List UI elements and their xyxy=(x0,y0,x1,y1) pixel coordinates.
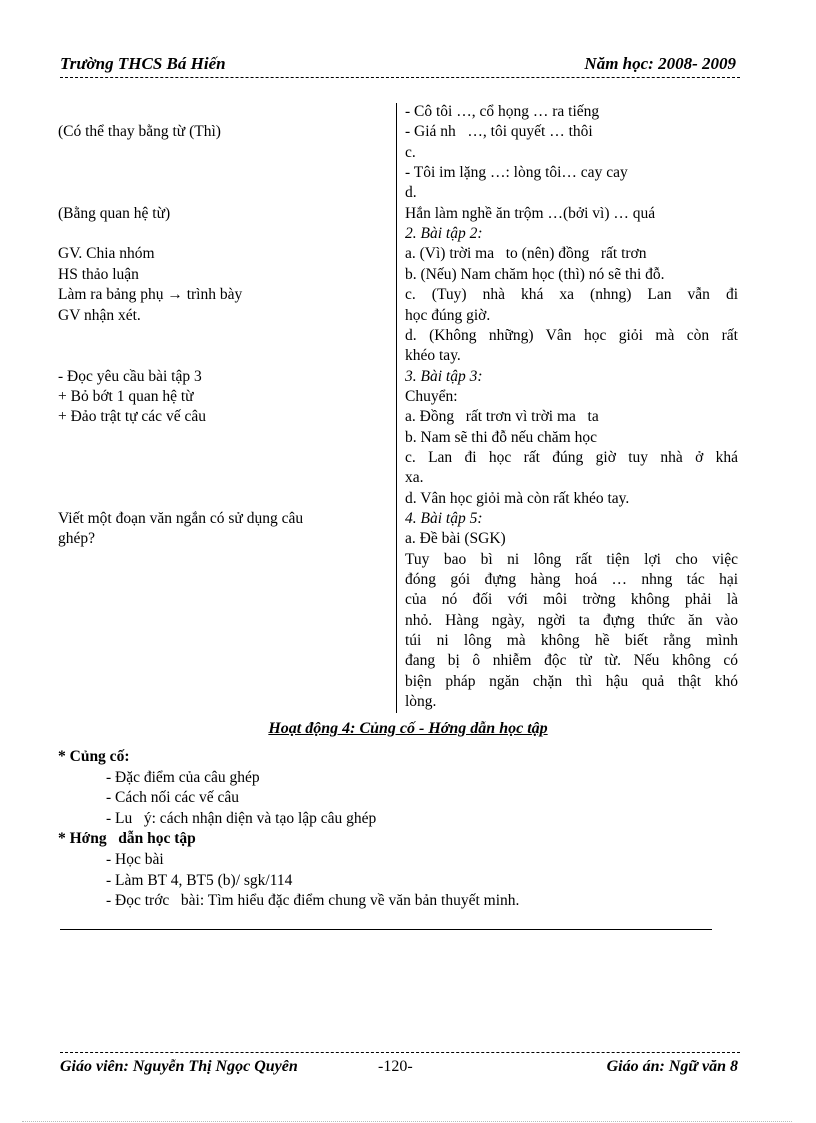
header-school-year: Năm học: 2008- 2009 xyxy=(584,54,736,73)
right-column-line: học đúng giờ. xyxy=(405,306,491,324)
left-column-line: HS thảo luận xyxy=(58,265,139,283)
right-column-line: a. Đồng rất trơn vì trời ma ta xyxy=(405,408,599,426)
section-list-item: - Đọc trớc bài: Tìm hiểu đặc điểm chung về văn bản thuyết minh. xyxy=(106,892,520,910)
right-column-line: 3. Bài tập 3: xyxy=(405,367,483,385)
right-column-line: 4. Bài tập 5: xyxy=(405,510,483,527)
right-column-line: Chuyển: xyxy=(405,387,458,405)
right-column-line: - Tôi im lặng …: lòng tôi… cay cay xyxy=(405,164,628,182)
left-column-line: (Bằng quan hệ từ) xyxy=(58,204,171,222)
page-bottom-edge xyxy=(22,1121,792,1122)
right-column-line: nhỏ. Hàng ngày, ngời ta đựng thức ăn vào xyxy=(405,611,738,629)
right-column-line: khéo tay. xyxy=(405,347,461,365)
footer-subject: Giáo án: Ngữ văn 8 xyxy=(606,1058,738,1075)
right-column-line: biện pháp ngăn chặn thì hậu quả thật khó xyxy=(405,672,738,690)
right-column-line: đang bị ô nhiễm độc từ từ. Nếu không có xyxy=(405,652,738,670)
section-list-item: - Cách nối các vế câu xyxy=(106,789,239,807)
footer-divider xyxy=(60,1052,740,1053)
right-column-line: 2. Bài tập 2: xyxy=(405,225,483,243)
right-column-line: d. xyxy=(405,184,417,202)
right-column-line: Tuy bao bì ni lông rất tiện lợi cho việc xyxy=(405,550,738,568)
right-column-line: đóng gói đựng hàng hoá … nhng tác hại xyxy=(405,571,738,589)
right-column-line: a. Đề bài (SGK) xyxy=(405,530,506,548)
left-column-line: ghép? xyxy=(58,530,96,548)
right-column-line: - Cô tôi …, cổ họng … ra tiếng xyxy=(405,103,600,120)
header-school: Trường THCS Bá Hiến xyxy=(60,54,226,73)
left-column-line: GV. Chia nhóm xyxy=(58,245,155,263)
right-column-line: d. (Không những) Vân học giỏi mà còn rất xyxy=(405,326,738,344)
right-column-line: xa. xyxy=(405,469,424,487)
left-column-line: + Bỏ bớt 1 quan hệ từ xyxy=(58,387,194,405)
right-column-line: c. Lan đi học rất đúng giờ tuy nhà ở khá xyxy=(405,448,738,466)
right-column-line: d. Vân học giỏi mà còn rất khéo tay. xyxy=(405,489,630,507)
left-column-line: - Đọc yêu cầu bài tập 3 xyxy=(58,367,202,385)
right-column-line: c. xyxy=(405,143,416,161)
right-column-line: b. (Nếu) Nam chăm học (thì) nó sẽ thi đỗ. xyxy=(405,265,665,283)
section-list-item: - Làm BT 4, BT5 (b)/ sgk/114 xyxy=(106,871,293,889)
section-list-item: - Lu ý: cách nhận diện và tạo lập câu ghép xyxy=(106,809,377,827)
right-column-line: - Giá nh …, tôi quyết … thôi xyxy=(405,123,593,141)
left-column-line: + Đảo trật tự các vế câu xyxy=(58,408,206,426)
left-column-line: Làm ra bảng phụ → trình bày xyxy=(58,286,243,304)
section-heading: * Hớng dẫn học tập xyxy=(58,830,196,848)
right-column-line: b. Nam sẽ thi đỗ nếu chăm học xyxy=(405,428,597,446)
left-column-line: Viết một đoạn văn ngắn có sử dụng câu xyxy=(58,510,304,527)
right-column-line: Hắn làm nghề ăn trộm …(bởi vì) … quá xyxy=(405,204,656,222)
section-title: Hoạt động 4: Củng cố - Hớng dẫn học tập xyxy=(268,720,548,737)
right-column-line: túi ni lông mà không hề biết rằng mình xyxy=(405,632,738,650)
section-list-item: - Học bài xyxy=(106,851,164,868)
column-divider xyxy=(396,103,397,713)
left-column-line: (Có thể thay bằng từ (Thì) xyxy=(58,123,221,141)
right-column-line: c. (Tuy) nhà khá xa (nhng) Lan vẫn đi xyxy=(405,286,738,304)
section-list-item: - Đặc điểm của câu ghép xyxy=(106,768,260,786)
footer-page-number: -120- xyxy=(378,1058,413,1075)
footer-teacher: Giáo viên: Nguyễn Thị Ngọc Quyên xyxy=(60,1058,298,1075)
right-column-line: của nó đối với môi trờng không phải là xyxy=(405,591,738,609)
right-column-line: a. (Vì) trời ma to (nên) đồng rất trơn xyxy=(405,245,647,263)
content-end-rule xyxy=(60,929,712,930)
left-column-line: GV nhận xét. xyxy=(58,306,141,324)
right-column-line: lòng. xyxy=(405,693,437,711)
section-heading: * Củng cố: xyxy=(58,748,130,765)
header-divider xyxy=(60,77,740,78)
